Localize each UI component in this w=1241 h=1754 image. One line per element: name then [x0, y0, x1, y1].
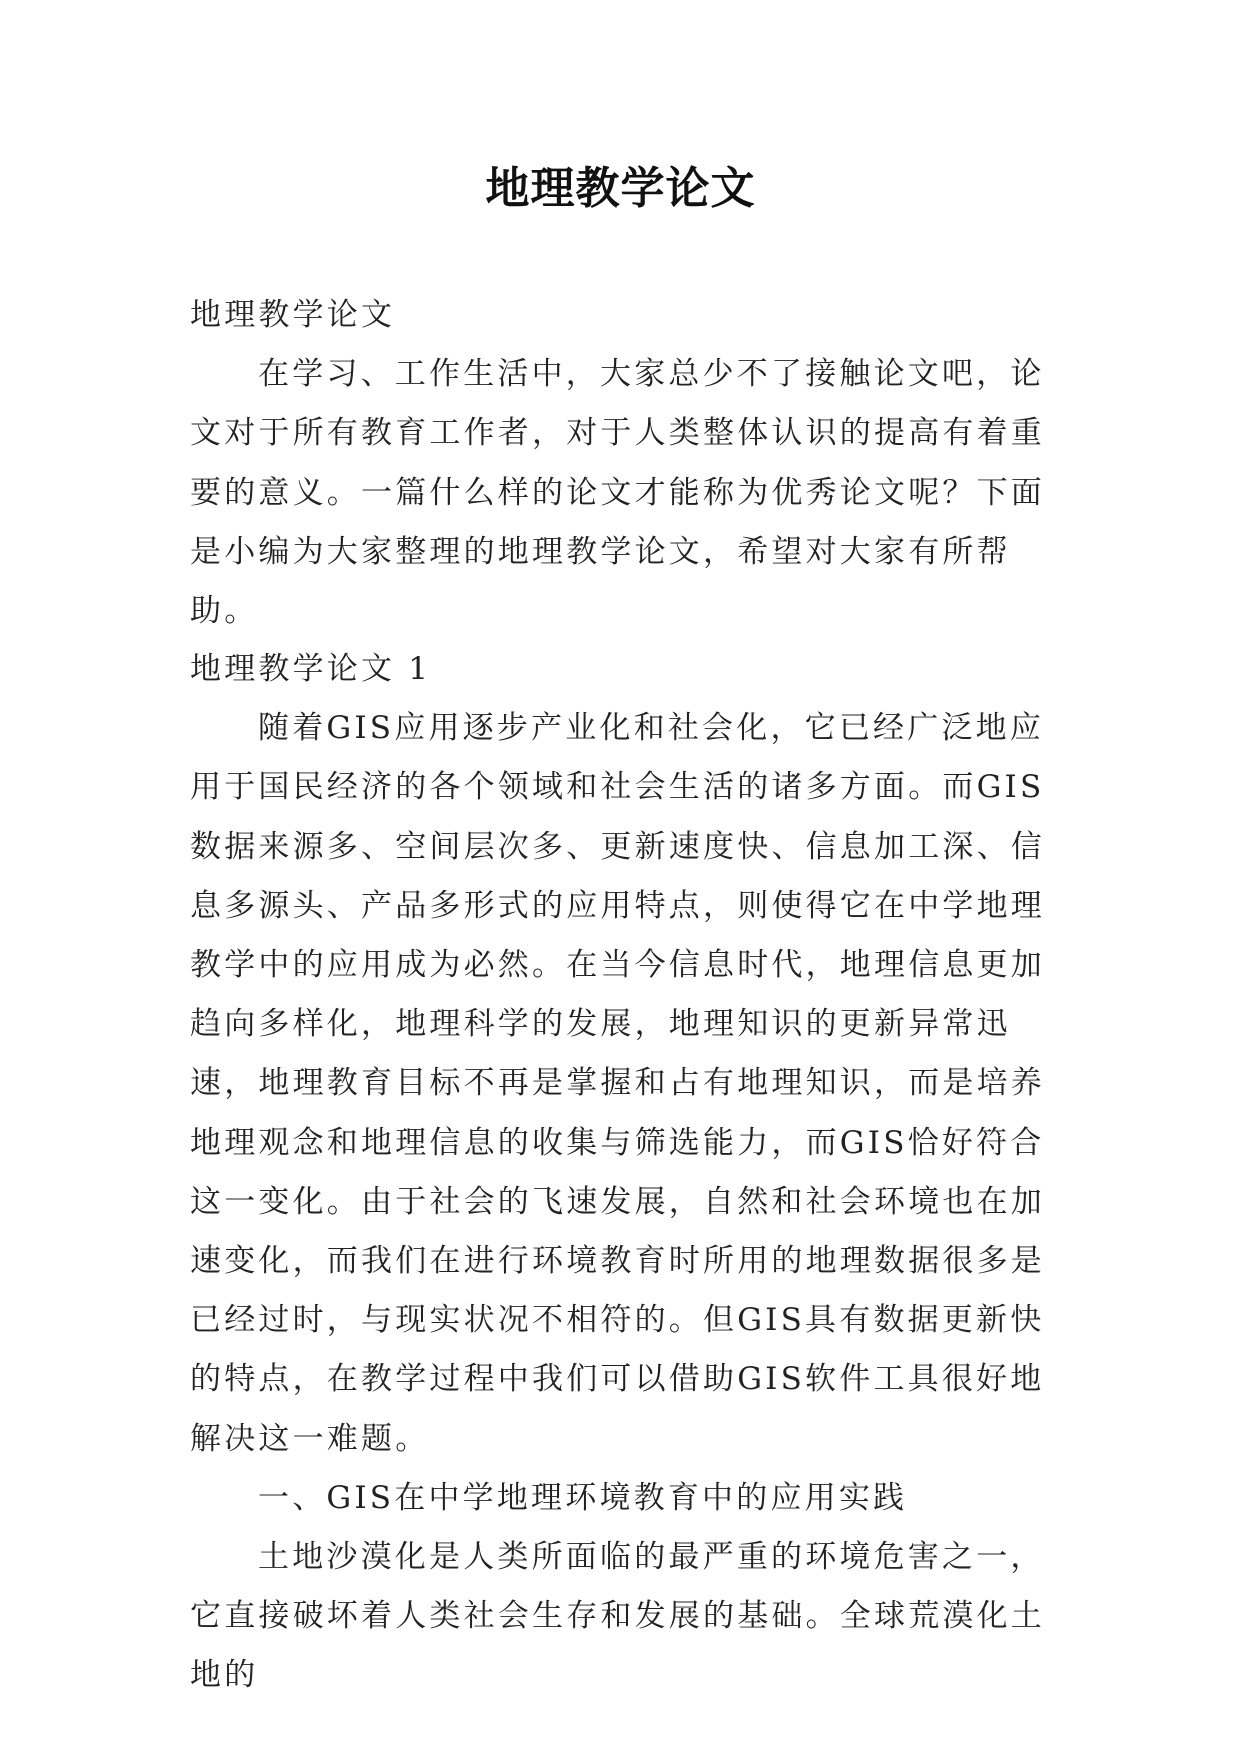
essay-1-paragraph-2: 土地沙漠化是人类所面临的最严重的环境危害之一，它直接破坏着人类社会生存和发展的基础。全球荒漠化土地的	[190, 1539, 1045, 1694]
essay-1-heading: 地理教学论文 1	[190, 651, 432, 687]
essay-1-paragraph-1: 随着GIS应用逐步产业化和社会化，它已经广泛地应用于国民经济的各个领域和社会生活的诸多方面。而GIS数据来源多、空间层次多、更新速度快、信息加工深、信息多源头、产品多形式的应用特点，则使得它在中学地理教学中的应用成为必然。在当今信息时代，地理信息更加趋向多样化，地理科学的发展，地理知识的更新异常迅速，地理教育目标不再是掌握和占有地理知识，而是培养地理观念和地理信息的收集与筛选能力，而GIS恰好符合这一变化。由于社会的飞速发展，自然和社会环境也在加速变化，而我们在进行环境教育时所用的地理数据很多是已经过时，与现实状况不相符的。但GIS具有数据更新快的特点，在教学过程中我们可以借助GIS软件工具很好地解决这一难题。	[190, 710, 1045, 1457]
document-title: 地理教学论文	[485, 163, 756, 214]
essay-1-subheading: 一、GIS在中学地理环境教育中的应用实践	[258, 1479, 908, 1516]
essay-1-section	[190, 640, 1050, 1706]
intro-section	[190, 286, 1050, 641]
intro-heading: 地理教学论文	[190, 297, 396, 333]
intro-paragraph: 在学习、工作生活中，大家总少不了接触论文吧，论文对于所有教育工作者，对于人类整体认识的提高有着重要的意义。一篇什么样的论文才能称为优秀论文呢？下面是小编为大家整理的地理教学论文，希望对大家有所帮助。	[190, 356, 1045, 630]
